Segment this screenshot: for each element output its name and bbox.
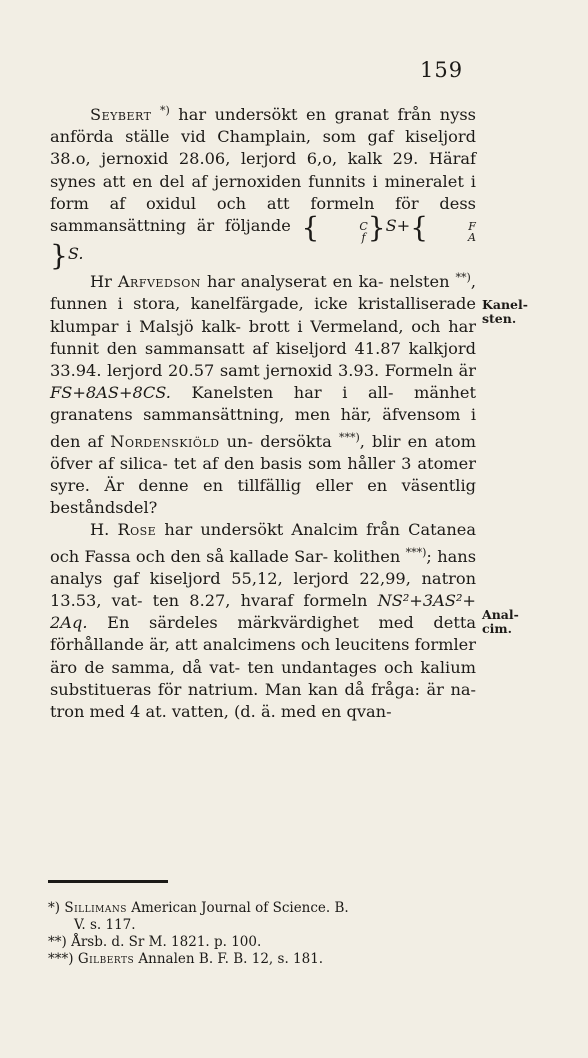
text-span: Catanea och Fassa och den så kallade Sar- <box>50 520 476 566</box>
author-name: Nordenskiöld <box>110 431 220 451</box>
text-span: har analyserat en ka- <box>206 272 384 292</box>
formula-text: FS+8AS+8CS. <box>50 383 171 403</box>
author-name: Arfvedson <box>117 272 201 292</box>
footnote-ref: ***) <box>338 430 360 444</box>
text-span: sammansatt af kiseljord 41.87 kalkjord 33.94. <box>50 338 476 381</box>
brace-icon: { <box>410 211 429 245</box>
formula-text: S. <box>67 244 84 264</box>
text-span: nelsten <box>389 272 450 292</box>
formula-fraction: C f <box>359 220 368 245</box>
text-span: icke kristalliserade klumpar i Malsjö kalk- <box>50 294 476 336</box>
footnote-item: *) Sillimans American Journal of Science. B. <box>48 900 349 916</box>
text-span: ten undantages och kalium substitueras <box>50 657 477 699</box>
text-span: från nyss anförda ställe vid Champlain, <box>50 105 476 147</box>
text-span: Kanelsten har i all- <box>191 383 394 403</box>
text-span: som gaf kiseljord 38.o, jernoxid 28.06, <box>50 127 476 169</box>
text-span: dersökta <box>260 431 332 451</box>
text-span: form af oxidul och att formeln för dess <box>50 193 476 213</box>
text-span: kolithen <box>333 546 401 566</box>
author-name: Seybert <box>90 105 152 124</box>
text-span: är <box>458 361 477 381</box>
text-span: H. <box>90 520 110 540</box>
text-span: tron med 4 at. vatten, (d. ä. med en qvan- <box>50 702 392 722</box>
footnote-divider <box>48 880 168 883</box>
text-span: beståndsdel? <box>50 498 158 518</box>
text-span: 55,12, lerjord 22,99, natron 13.53, vat- <box>50 568 476 611</box>
text-span: un- <box>226 431 253 451</box>
text-span: sammansättning är följande <box>50 216 291 236</box>
text-span: har undersökt en granat <box>178 105 389 124</box>
text-span: , blir en atom öfver af silica- <box>50 431 476 473</box>
text-span: detta förhållande är, att analcimens och <box>50 613 476 655</box>
brace-icon: { <box>301 211 320 245</box>
brace-icon: } <box>367 211 386 245</box>
paragraph-rose <box>50 519 476 723</box>
footnote-ref: **) <box>455 271 471 285</box>
brace-icon: } <box>50 239 68 273</box>
footnotes <box>48 900 478 968</box>
text-span: En särdeles märkvärdighet med <box>107 613 414 633</box>
author-name: Rose <box>117 520 157 540</box>
footnote-item: **) Årsb. d. Sr M. 1821. p. 100. <box>48 934 262 950</box>
paragraph-arfvedson <box>50 267 476 519</box>
formula-fraction: F A <box>468 220 476 245</box>
text-span: lerjord 6,o, kalk 29. Häraf synes att en <box>50 149 476 191</box>
text-span: ; hans analys gaf kiseljord <box>50 546 477 588</box>
formula-line <box>50 211 476 273</box>
margin-note-kanelsten: Kanel-sten. <box>482 297 528 326</box>
text-span: tet af den basis som håller 3 atomer syre. <box>50 453 476 496</box>
paragraph-seybert <box>50 100 476 273</box>
text-span: Hr <box>90 272 112 292</box>
text-span: leucitens formler äro de samma, då vat- <box>50 635 476 677</box>
text-span: del af jernoxiden funnits i mineralet i <box>159 171 476 191</box>
text-span: lerjord 20.57 samt jernoxid 3.93. Formeln <box>107 361 454 381</box>
page-number: 159 <box>420 58 464 82</box>
footnote-ref: ***) <box>405 545 427 559</box>
footnote-ref: *) <box>159 104 170 117</box>
body-text <box>50 100 476 723</box>
text-span: för natrium. Man kan då fråga: är na- <box>157 679 476 699</box>
margin-note-analcim: Anal-cim. <box>482 607 519 636</box>
text-span: brott i Vermeland, och har funnit den <box>50 316 477 358</box>
formula-text: S+ <box>385 216 411 236</box>
footnote-item-cont: V. s. 117. <box>74 917 136 933</box>
text-span: , funnen i stora, kanelfärgade, <box>50 272 476 314</box>
text-span: har undersökt Analcim från <box>164 520 400 540</box>
footnote-item: ***) Gilberts Annalen B. F. B. 12, s. 181. <box>48 951 324 967</box>
text-span: här, äfvensom i den af <box>50 405 477 451</box>
text-span: Är denne en tillfällig eller en väsentlig <box>104 476 476 496</box>
formula-text: NS²+3AS²+ <box>377 591 476 611</box>
formula-text: 2Aq. <box>50 613 88 633</box>
text-span: mänhet granatens sammansättning, men <box>50 383 476 425</box>
text-span: ten 8.27, hvaraf formeln <box>152 591 368 611</box>
